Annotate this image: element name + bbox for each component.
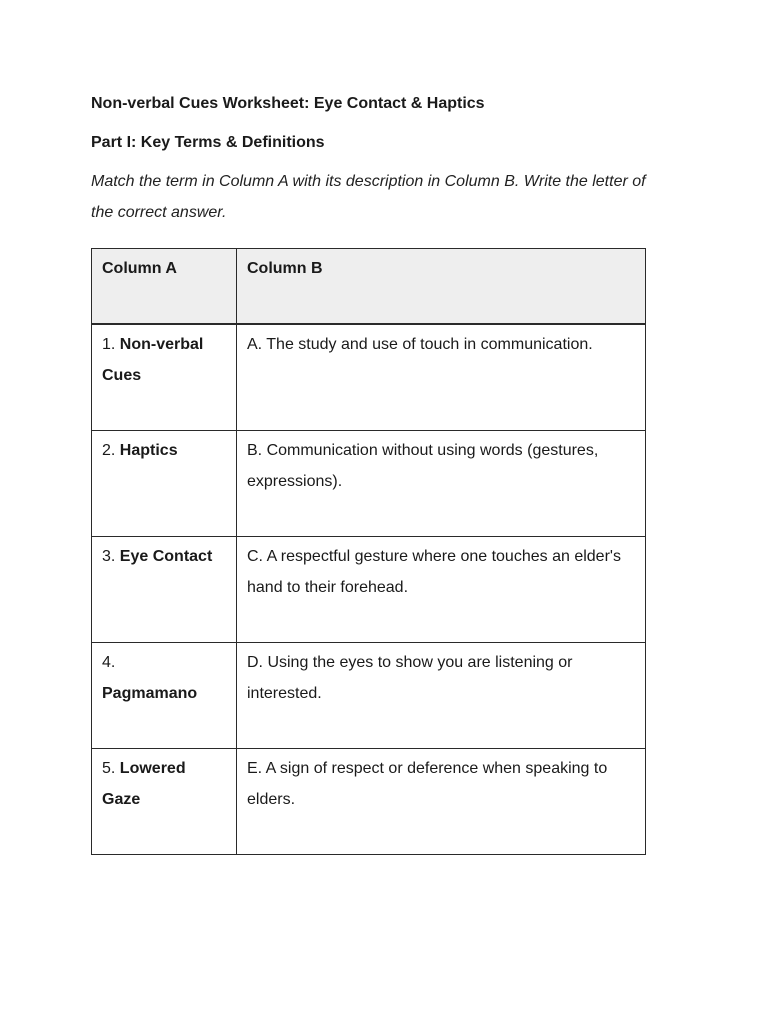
term-name: Haptics <box>119 442 178 459</box>
table-row <box>92 749 646 855</box>
description-cell: A. The study and use of touch in communication. <box>237 324 646 431</box>
term-number: 1. <box>102 336 116 353</box>
term-cell <box>92 431 237 537</box>
term-name: Lowered Gaze <box>102 760 186 808</box>
description-cell: B. Communication without using words (gestures, expressions). <box>237 431 646 537</box>
table-row <box>92 431 646 537</box>
table-row <box>92 643 646 749</box>
column-a-header: Column A <box>92 249 237 325</box>
term-name: Pagmamano <box>102 685 198 702</box>
description-cell: C. A respectful gesture where one touches an elder's hand to their forehead. <box>237 537 646 643</box>
table-row <box>92 324 646 431</box>
term-number: 4. <box>102 654 116 671</box>
column-b-header: Column B <box>237 249 646 325</box>
part-heading: Part I: Key Terms & Definitions <box>91 134 325 151</box>
matching-table <box>91 248 646 855</box>
description-cell: D. Using the eyes to show you are listening or interested. <box>237 643 646 749</box>
term-number: 5. <box>102 760 116 777</box>
term-cell <box>92 643 237 749</box>
term-name: Eye Contact <box>119 548 213 565</box>
term-number: 3. <box>102 548 116 565</box>
term-cell <box>92 324 237 431</box>
term-cell <box>92 749 237 855</box>
document-title: Non-verbal Cues Worksheet: Eye Contact & Haptics <box>91 95 485 112</box>
term-name: Non-verbal Cues <box>102 336 204 384</box>
instructions-text: Match the term in Column A with its description in Column B. Write the letter of the correct answer. <box>91 173 646 221</box>
table-header-row <box>92 249 646 325</box>
table-row <box>92 537 646 643</box>
term-number: 2. <box>102 442 116 459</box>
description-cell: E. A sign of respect or deference when speaking to elders. <box>237 749 646 855</box>
term-cell <box>92 537 237 643</box>
